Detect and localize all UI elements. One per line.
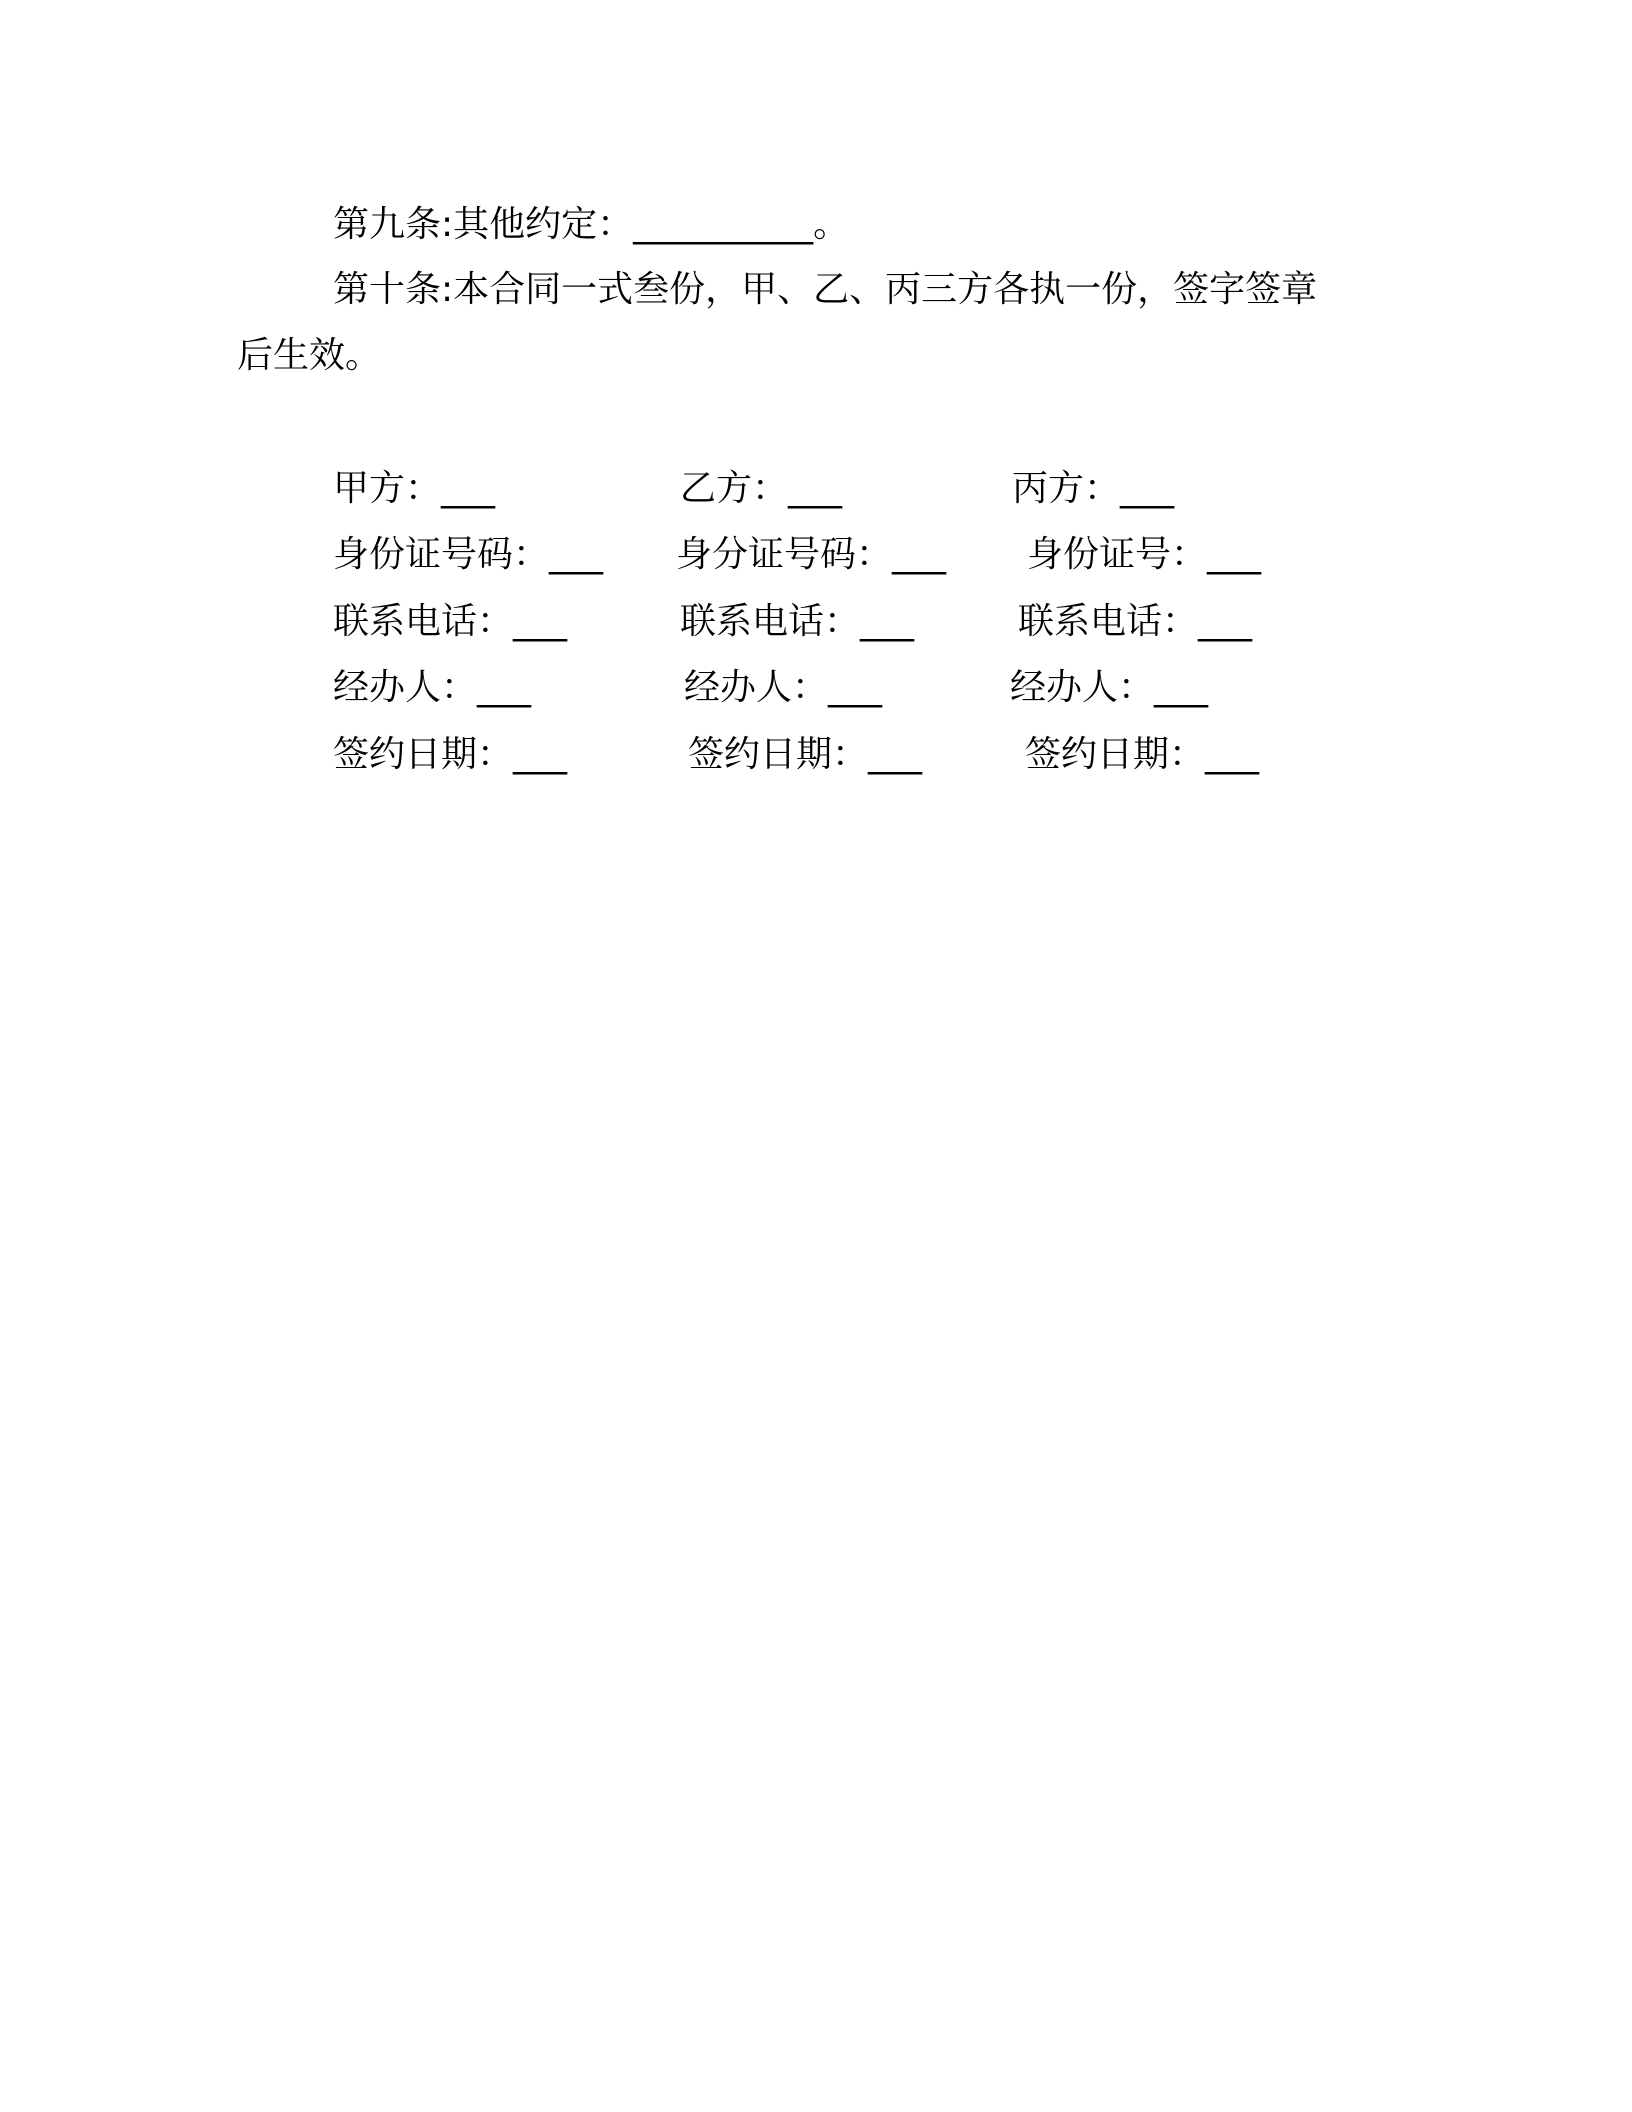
clause-10-line-1: 第十条:本合同一式叁份，甲、乙、丙三方各执一份，签字签章: [333, 269, 1318, 310]
party-b-id: 身分证号码：___: [676, 534, 947, 575]
party-b-date: 签约日期：___: [688, 734, 923, 775]
party-c-agent: 经办人：___: [1010, 667, 1209, 708]
party-a-agent: 经办人：___: [333, 667, 532, 708]
party-b-phone: 联系电话：___: [680, 601, 915, 642]
clause-10-line-2: 后生效。: [237, 335, 382, 376]
party-c-id: 身份证号：___: [1027, 534, 1262, 575]
party-a-date: 签约日期：___: [333, 734, 568, 775]
party-a-id: 身份证号码：___: [333, 534, 604, 575]
party-a-name: 甲方：___: [333, 468, 496, 509]
party-c-name: 丙方：___: [1012, 468, 1175, 509]
party-b-name: 乙方：___: [680, 468, 843, 509]
party-a-phone: 联系电话：___: [333, 601, 568, 642]
party-c-phone: 联系电话：___: [1018, 601, 1253, 642]
clause-9: 第九条:其他约定：__________。: [333, 204, 850, 245]
party-c-date: 签约日期：___: [1025, 734, 1260, 775]
party-b-agent: 经办人：___: [684, 667, 883, 708]
